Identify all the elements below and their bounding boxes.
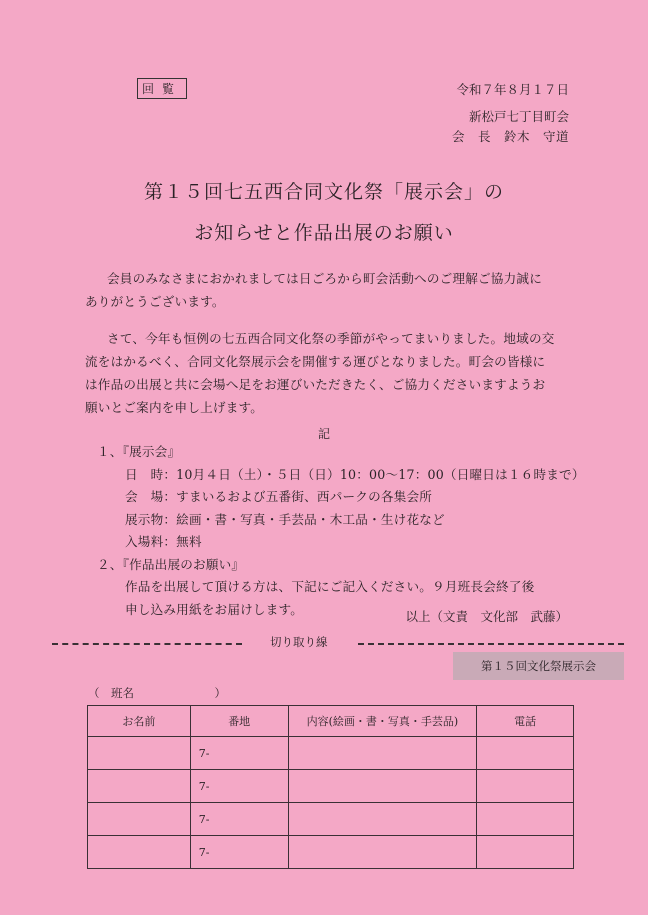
circulation-stamp: 回覧 [137,78,187,99]
content-cell[interactable] [288,770,477,803]
column-header-name: お名前 [88,706,191,737]
paragraph-line: 会員のみなさまにおかれましては日ごろから町会活動へのご理解ご協力誠に [107,271,542,286]
column-header-phone: 電話 [477,706,574,737]
event-admission: 入場料：無料 [125,534,202,549]
address-cell[interactable]: 7- [190,836,288,869]
section-heading: １、『展示会』 [97,444,181,459]
exhibition-section [97,441,617,621]
request-line: 申し込み用紙をお届けします。 [125,601,304,617]
name-cell[interactable] [88,803,191,836]
organization-name: 新松戸七丁目町会 [468,109,569,124]
entry-form-table [87,705,574,869]
phone-cell[interactable] [477,803,574,836]
form-title-badge: 第１５回文化祭展示会 [453,652,624,680]
table-row [88,737,574,770]
address-cell[interactable]: 7- [190,770,288,803]
event-datetime: 日 時：10月４日（土）・５日（日）10：00〜17：00（日曜日は１６時まで） [125,466,585,482]
address-cell[interactable]: 7- [190,737,288,770]
content-cell[interactable] [288,737,477,770]
group-name-label: （ 班名 ） [88,686,226,700]
paragraph-line: ありがとうございます。 [85,294,225,309]
cut-line-label: 切り取り線 [270,635,328,649]
page-title-line1: 第１５回七五西合同文化祭「展示会」の [143,181,504,203]
content-cell[interactable] [288,803,477,836]
phone-cell[interactable] [477,836,574,869]
table-header-row [88,706,574,737]
name-cell[interactable] [88,836,191,869]
content-cell[interactable] [288,836,477,869]
page-title-line2: お知らせと作品出展のお願い [194,222,454,244]
cut-line-left [52,643,242,645]
paragraph-line: は作品の出展と共に会場へ足をお運びいただきたく、ご協力くださいますようお [85,377,546,392]
column-header-content: 内容(絵画・書・写真・手芸品) [288,706,477,737]
notice-date: 令和７年８月１７日 [456,82,569,97]
column-header-address: 番地 [190,706,288,737]
request-line: 作品を出展して頂ける方は、下記にご記入ください。９月班長会終了後 [125,579,535,594]
paragraph-line: 流をはかるべく、合同文化祭展示会を開催する運びとなりました。町会の皆様に [85,354,546,369]
closing-signature: 以上（文責 文化部 武藤） [405,609,568,624]
cut-line-right [358,643,624,645]
phone-cell[interactable] [477,770,574,803]
ki-heading: 記 [317,427,330,441]
paragraph-line: 願いとご案内を申し上げます。 [85,400,264,415]
section-heading: ２、『作品出展のお願い』 [97,556,245,572]
address-cell[interactable]: 7- [190,803,288,836]
event-exhibits: 展示物：絵画・書・写真・手芸品・木工品・生け花など [125,511,445,527]
table-row [88,836,574,869]
announcement-paragraph [85,327,615,419]
phone-cell[interactable] [477,737,574,770]
paragraph-line: さて、今年も恒例の七五西合同文化祭の季節がやってまいりました。地域の交 [107,331,555,346]
event-venue: 会 場：すまいるおよび五番街、西パークの各集会所 [125,489,433,504]
chairman-name: 会 長 鈴木 守道 [451,129,569,144]
name-cell[interactable] [88,737,191,770]
greeting-paragraph [85,267,605,313]
name-cell[interactable] [88,770,191,803]
table-row [88,770,574,803]
table-row [88,803,574,836]
